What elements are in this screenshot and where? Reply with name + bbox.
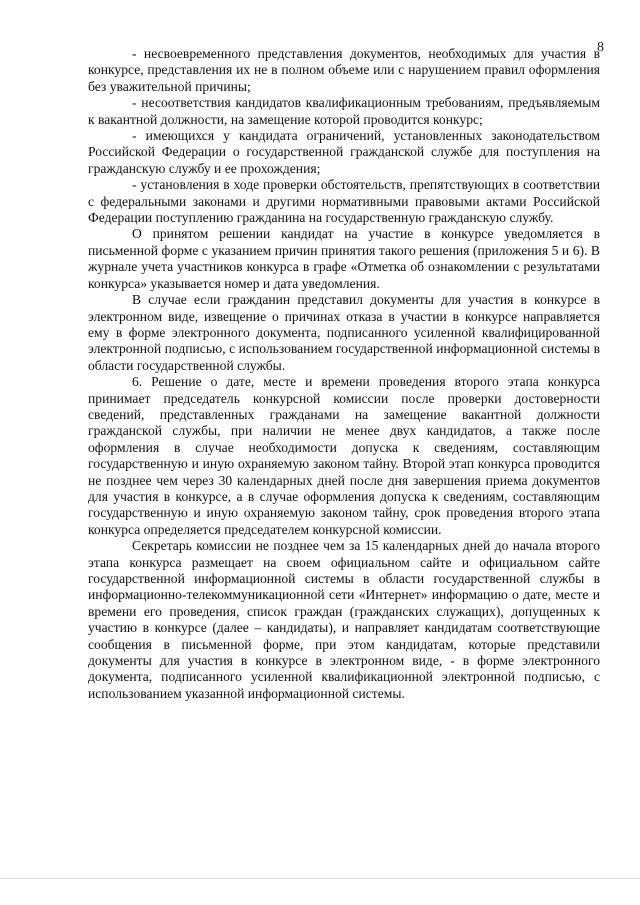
paragraph-obstacles-established: - установления в ходе проверки обстоятельств, препятствующих в соответствии с федеральными законами и другими нормативными правовыми актами Российской Федерации поступлению гражданина на государственную гражданскую службу. bbox=[88, 177, 600, 226]
document-body bbox=[88, 46, 600, 702]
paragraph-electronic-refusal: В случае если гражданин представил документы для участия в конкурсе в электронном виде, извещение о причинах отказа в участии в конкурсе направляется ему в форме электронного документа, подписанного усиленной квалифицированной электронной подписью, с использованием государственной информационной системы в области государственной службы. bbox=[88, 292, 600, 373]
paragraph-decision-notification: О принятом решении кандидат на участие в конкурсе уведомляется в письменной форме с указанием причин принятия такого решения (приложения 5 и 6). В журнале учета участников конкурса в графе «Отметка об ознакомлении с результатами конкурса» указывается номер и дата уведомления. bbox=[88, 226, 600, 291]
paragraph-late-documents: - несвоевременного представления документов, необходимых для участия в конкурсе, представления их не в полном объеме или с нарушением правил оформления без уважительной причины; bbox=[88, 46, 600, 94]
page-number: 8 bbox=[597, 40, 604, 55]
paragraph-second-stage-decision: 6. Решение о дате, месте и времени проведения второго этапа конкурса принимает председатель конкурсной комиссии после проверки достоверности сведений, представленных гражданами на замещение вакантной должности гражданской службы, при наличии не менее двух кандидатов, а также после оформления в случае необходимости допуска к сведениям, составляющим государственную и иную охраняемую законом тайну. Второй этап конкурса проводится не позднее чем через 30 календарных дней после дня завершения приема документов для участия в конкурсе, а в случае оформления допуска к сведениям, составляющим государственную и иную охраняемую законом тайну, срок проведения второго этапа конкурса определяется председателем конкурсной комиссии. bbox=[88, 374, 600, 537]
page-bottom-edge bbox=[0, 878, 640, 879]
paragraph-qualification-mismatch: - несоответствия кандидатов квалификационным требованиям, предъявляемым к вакантной должности, на замещение которой проводится конкурс; bbox=[88, 95, 600, 127]
paragraph-candidate-restrictions: - имеющихся у кандидата ограничений, установленных законодательством Российской Федерации о государственной гражданской службе для поступления на гражданскую службу и ее прохождения; bbox=[88, 128, 600, 176]
paragraph-secretary-publication: Секретарь комиссии не позднее чем за 15 календарных дней до начала второго этапа конкурса размещает на своем официальном сайте и официальном сайте государственной информационной системы в области государственной службы в информационно-телекоммуникационной сети «Интернет» информацию о дате, месте и времени его проведения, список граждан (гражданских служащих), допущенных к участию в конкурсе (далее – кандидаты), и направляет кандидатам соответствующие сообщения в письменной форме, при этом кандидатам, которые представили документы для участия в конкурсе в электронном виде, - в форме электронного документа, подписанного усиленной квалификационной электронной подписью, с использованием указанной информационной системы. bbox=[88, 538, 600, 701]
